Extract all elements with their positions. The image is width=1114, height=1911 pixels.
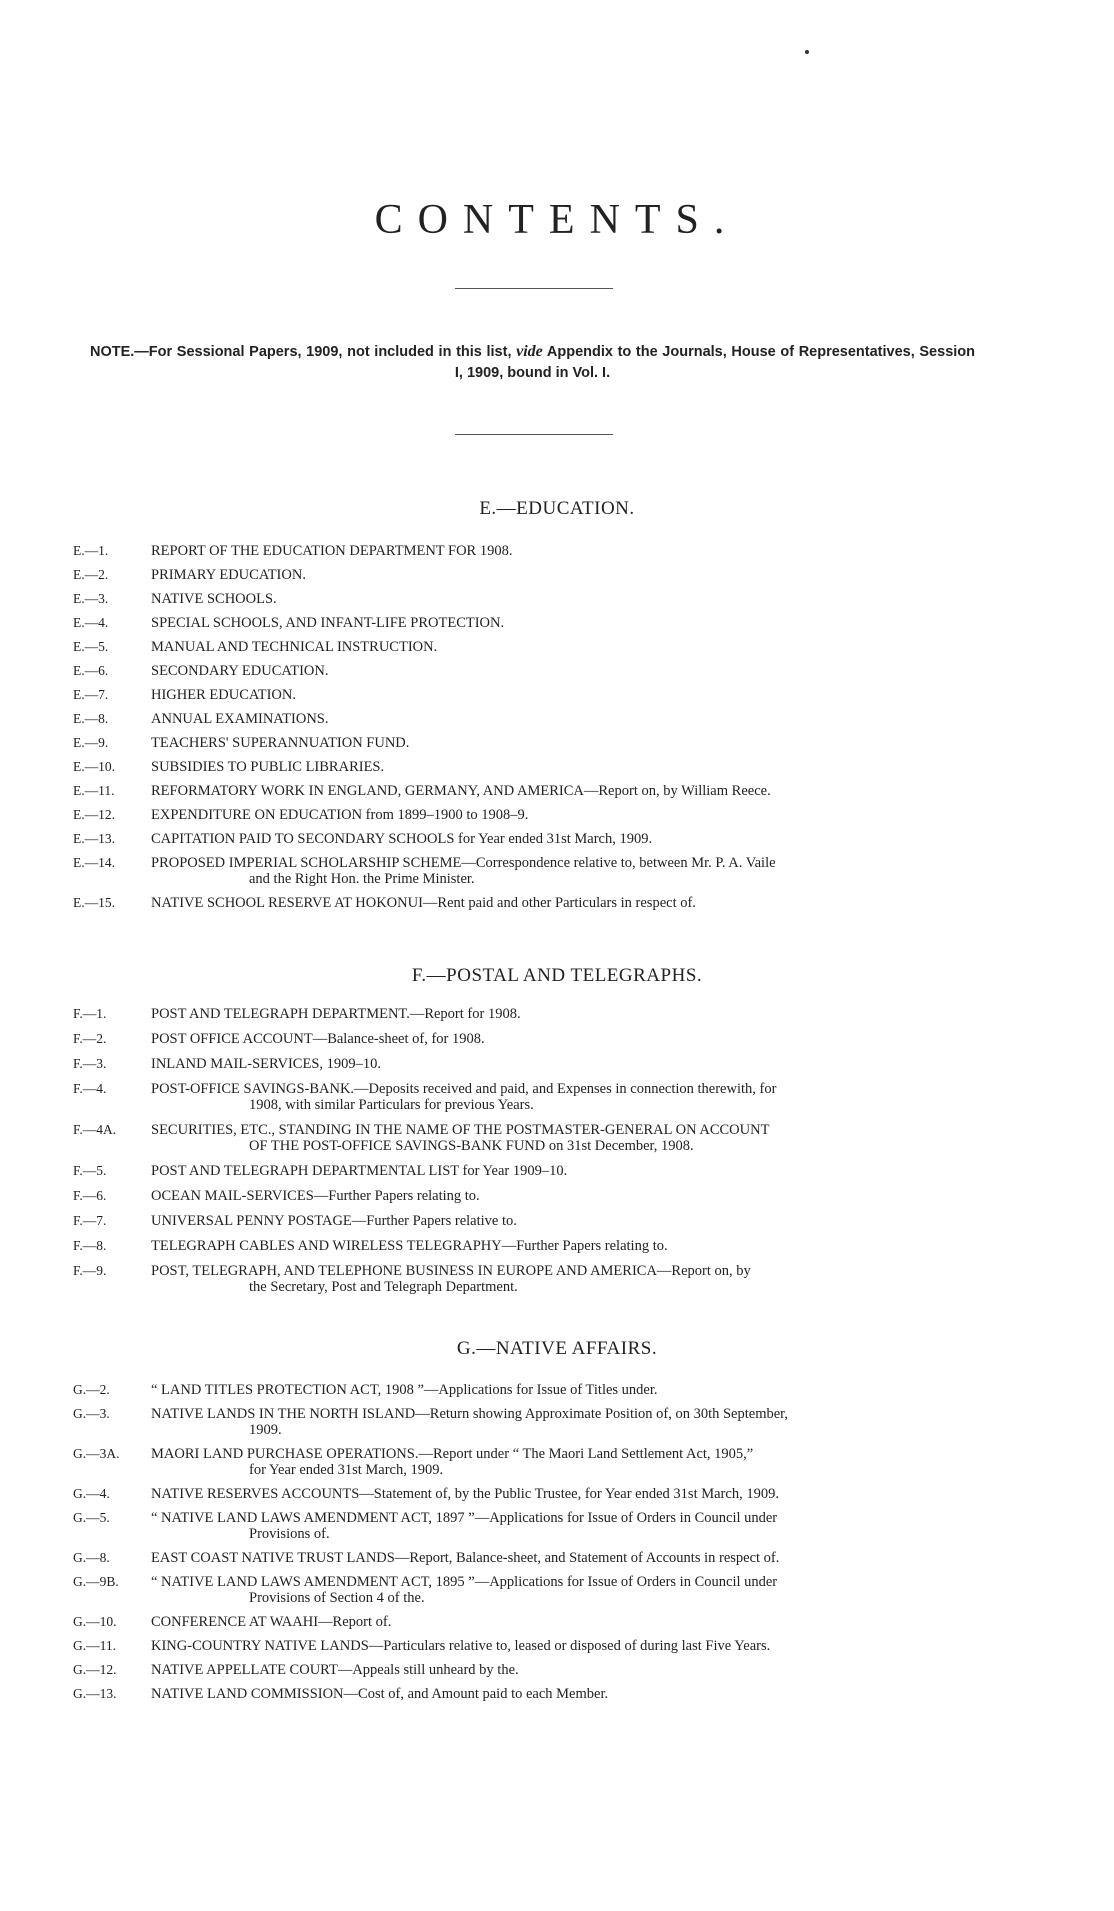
list-item xyxy=(73,1056,998,1072)
entry-code: G.—3A. xyxy=(73,1446,120,1461)
entry-text: INLAND MAIL-SERVICES, 1909–10. xyxy=(151,1056,382,1072)
entry-text-line: NATIVE LANDS IN THE NORTH ISLAND—Return showing Approximate Position of, on 30th September, xyxy=(151,1406,789,1422)
entry-code: F.—4. xyxy=(73,1081,107,1096)
entry-text: POST AND TELEGRAPH DEPARTMENT.—Report for 1908. xyxy=(151,1006,521,1022)
entry-code: E.—7. xyxy=(73,687,109,702)
entry-text-line: “ NATIVE LAND LAWS AMENDMENT ACT, 1895 ”—Applications for Issue of Orders in Council under xyxy=(151,1574,778,1590)
note-vide: vide xyxy=(516,343,543,360)
list-item xyxy=(73,1406,998,1438)
entry-text: NATIVE SCHOOL RESERVE AT HOKONUI—Rent paid and other Particulars in respect of. xyxy=(151,895,696,911)
entry-text-continuation: Provisions of. xyxy=(249,1526,330,1542)
entry-text-line: SECURITIES, ETC., STANDING IN THE NAME OF THE POSTMASTER-GENERAL ON ACCOUNT xyxy=(151,1122,770,1138)
entry-text-continuation: 1909. xyxy=(249,1422,282,1438)
note-divider xyxy=(455,434,613,435)
list-item xyxy=(73,639,998,655)
entry-text: KING-COUNTRY NATIVE LANDS—Particulars relative to, leased or disposed of during last Five Years. xyxy=(151,1638,771,1654)
entry-text: ANNUAL EXAMINATIONS. xyxy=(151,711,329,727)
list-item xyxy=(73,895,998,911)
list-item xyxy=(73,1614,998,1630)
list-item xyxy=(73,1550,998,1566)
entry-text xyxy=(151,1446,998,1478)
entry-code: G.—5. xyxy=(73,1510,110,1525)
entry-text-line: POST, TELEGRAPH, AND TELEPHONE BUSINESS IN EUROPE AND AMERICA—Report on, by xyxy=(151,1263,751,1279)
entries-education xyxy=(73,543,998,911)
entry-text-continuation: Provisions of Section 4 of the. xyxy=(249,1590,425,1606)
entry-text: REFORMATORY WORK IN ENGLAND, GERMANY, AND AMERICA—Report on, by William Reece. xyxy=(151,783,771,799)
entry-code: E.—3. xyxy=(73,591,109,606)
list-item xyxy=(73,1163,998,1179)
entry-text: PRIMARY EDUCATION. xyxy=(151,567,306,583)
list-item xyxy=(73,1188,998,1204)
entry-code: G.—2. xyxy=(73,1382,110,1397)
list-item xyxy=(73,1031,998,1047)
entry-text: SUBSIDIES TO PUBLIC LIBRARIES. xyxy=(151,759,385,775)
entry-code: E.—9. xyxy=(73,735,109,750)
entry-text-line: POST-OFFICE SAVINGS-BANK.—Deposits received and paid, and Expenses in connection therewith, for xyxy=(151,1081,777,1097)
list-item xyxy=(73,567,998,583)
entry-text: SECONDARY EDUCATION. xyxy=(151,663,329,679)
entry-code: F.—1. xyxy=(73,1006,107,1021)
entry-text: NATIVE APPELLATE COURT—Appeals still unheard by the. xyxy=(151,1662,519,1678)
entry-code: G.—8. xyxy=(73,1550,110,1565)
list-item xyxy=(73,1574,998,1606)
list-item xyxy=(73,1081,998,1113)
entry-text: NATIVE RESERVES ACCOUNTS—Statement of, by the Public Trustee, for Year ended 31st March, 1909. xyxy=(151,1486,779,1502)
list-item xyxy=(73,687,998,703)
list-item xyxy=(73,735,998,751)
entry-code: F.—3. xyxy=(73,1056,107,1071)
entry-code: E.—1. xyxy=(73,543,109,558)
note-paragraph xyxy=(90,341,975,384)
note-rest: Appendix to the Journals, House of Representatives, Session I, 1909, bound in Vol. I. xyxy=(454,344,975,381)
list-item xyxy=(73,1213,998,1229)
entry-code: F.—6. xyxy=(73,1188,107,1203)
entry-text: TELEGRAPH CABLES AND WIRELESS TELEGRAPHY—Further Papers relating to. xyxy=(151,1238,668,1254)
entry-code: E.—13. xyxy=(73,831,115,846)
entry-text: POST AND TELEGRAPH DEPARTMENTAL LIST for Year 1909–10. xyxy=(151,1163,568,1179)
entry-text: REPORT OF THE EDUCATION DEPARTMENT FOR 1908. xyxy=(151,543,513,559)
entry-text: “ LAND TITLES PROTECTION ACT, 1908 ”—Applications for Issue of Titles under. xyxy=(151,1382,658,1398)
entry-text xyxy=(151,1574,998,1606)
entry-text xyxy=(151,855,998,887)
entry-text: NATIVE SCHOOLS. xyxy=(151,591,277,607)
list-item xyxy=(73,1382,998,1398)
list-item xyxy=(73,591,998,607)
list-item xyxy=(73,543,998,559)
entry-code: E.—12. xyxy=(73,807,115,822)
section-heading-native-affairs: G.—NATIVE AFFAIRS. xyxy=(456,1338,658,1359)
entry-code: G.—12. xyxy=(73,1662,117,1677)
entry-text-continuation: and the Right Hon. the Prime Minister. xyxy=(249,871,475,887)
entry-text-line: PROPOSED IMPERIAL SCHOLARSHIP SCHEME—Correspondence relative to, between Mr. P. A. Vaile xyxy=(151,855,776,871)
entry-code: E.—8. xyxy=(73,711,109,726)
list-item xyxy=(73,1446,998,1478)
entry-text-continuation: OF THE POST-OFFICE SAVINGS-BANK FUND on 31st December, 1908. xyxy=(249,1138,694,1154)
note-lead: NOTE.—For Sessional Papers, 1909, not included in this list, xyxy=(90,344,512,360)
entry-text: HIGHER EDUCATION. xyxy=(151,687,296,703)
section-heading-education: E.—EDUCATION. xyxy=(479,498,635,519)
entry-text xyxy=(151,1406,998,1438)
entry-text: OCEAN MAIL-SERVICES—Further Papers relating to. xyxy=(151,1188,480,1204)
entry-text-line: “ NATIVE LAND LAWS AMENDMENT ACT, 1897 ”—Applications for Issue of Orders in Council under xyxy=(151,1510,778,1526)
list-item xyxy=(73,831,998,847)
entry-code: F.—9. xyxy=(73,1263,107,1278)
entry-text: CONFERENCE AT WAAHI—Report of. xyxy=(151,1614,392,1630)
entry-text-continuation: the Secretary, Post and Telegraph Department. xyxy=(249,1279,518,1295)
entry-code: G.—10. xyxy=(73,1614,117,1629)
entry-text xyxy=(151,1263,998,1295)
entry-code: E.—5. xyxy=(73,639,109,654)
list-item xyxy=(73,855,998,887)
list-item xyxy=(73,807,998,823)
entry-code: G.—9B. xyxy=(73,1574,119,1589)
entry-text xyxy=(151,1081,998,1113)
list-item xyxy=(73,1006,998,1022)
entry-text-line: MAORI LAND PURCHASE OPERATIONS.—Report under “ The Maori Land Settlement Act, 1905,” xyxy=(151,1446,754,1462)
entry-text: POST OFFICE ACCOUNT—Balance-sheet of, for 1908. xyxy=(151,1031,485,1047)
list-item xyxy=(73,1263,998,1295)
entry-code: E.—15. xyxy=(73,895,115,910)
entry-code: E.—4. xyxy=(73,615,109,630)
entry-text: SPECIAL SCHOOLS, AND INFANT-LIFE PROTECTION. xyxy=(151,615,505,631)
entry-text: CAPITATION PAID TO SECONDARY SCHOOLS for Year ended 31st March, 1909. xyxy=(151,831,653,847)
entry-code: G.—13. xyxy=(73,1686,117,1701)
list-item xyxy=(73,1686,998,1702)
entry-code: E.—11. xyxy=(73,783,115,798)
entry-code: F.—7. xyxy=(73,1213,107,1228)
entry-text-continuation: 1908, with similar Particulars for previous Years. xyxy=(249,1097,534,1113)
entry-text: EAST COAST NATIVE TRUST LANDS—Report, Balance-sheet, and Statement of Accounts in respect of. xyxy=(151,1550,780,1566)
list-item xyxy=(73,711,998,727)
list-item xyxy=(73,759,998,775)
entry-code: F.—8. xyxy=(73,1238,107,1253)
entries-postal xyxy=(73,1006,998,1295)
entry-code: E.—6. xyxy=(73,663,109,678)
entry-text xyxy=(151,1122,998,1154)
entry-code: F.—5. xyxy=(73,1163,107,1178)
entry-text: UNIVERSAL PENNY POSTAGE—Further Papers relative to. xyxy=(151,1213,517,1229)
entry-code: E.—14. xyxy=(73,855,115,870)
entry-code: F.—4A. xyxy=(73,1122,117,1137)
page-title: CONTENTS. xyxy=(374,197,740,243)
entry-code: F.—2. xyxy=(73,1031,107,1046)
list-item xyxy=(73,1238,998,1254)
section-heading-postal: F.—POSTAL AND TELEGRAPHS. xyxy=(411,965,703,986)
entry-code: G.—4. xyxy=(73,1486,110,1501)
entry-code: E.—2. xyxy=(73,567,109,582)
entry-text: MANUAL AND TECHNICAL INSTRUCTION. xyxy=(151,639,438,655)
entry-text-continuation: for Year ended 31st March, 1909. xyxy=(249,1462,444,1478)
entry-text: EXPENDITURE ON EDUCATION from 1899–1900 to 1908–9. xyxy=(151,807,529,823)
entries-native-affairs xyxy=(73,1382,998,1702)
entry-code: G.—11. xyxy=(73,1638,116,1653)
entry-code: E.—10. xyxy=(73,759,115,774)
title-divider xyxy=(455,288,613,289)
list-item xyxy=(73,783,998,799)
ink-speck xyxy=(805,50,809,54)
list-item xyxy=(73,1662,998,1678)
list-item xyxy=(73,1510,998,1542)
entry-text xyxy=(151,1510,998,1542)
list-item xyxy=(73,663,998,679)
list-item xyxy=(73,1486,998,1502)
entry-code: G.—3. xyxy=(73,1406,110,1421)
entry-text: TEACHERS' SUPERANNUATION FUND. xyxy=(151,735,410,751)
list-item xyxy=(73,1638,998,1654)
entry-text: NATIVE LAND COMMISSION—Cost of, and Amount paid to each Member. xyxy=(151,1686,609,1702)
list-item xyxy=(73,1122,998,1154)
list-item xyxy=(73,615,998,631)
